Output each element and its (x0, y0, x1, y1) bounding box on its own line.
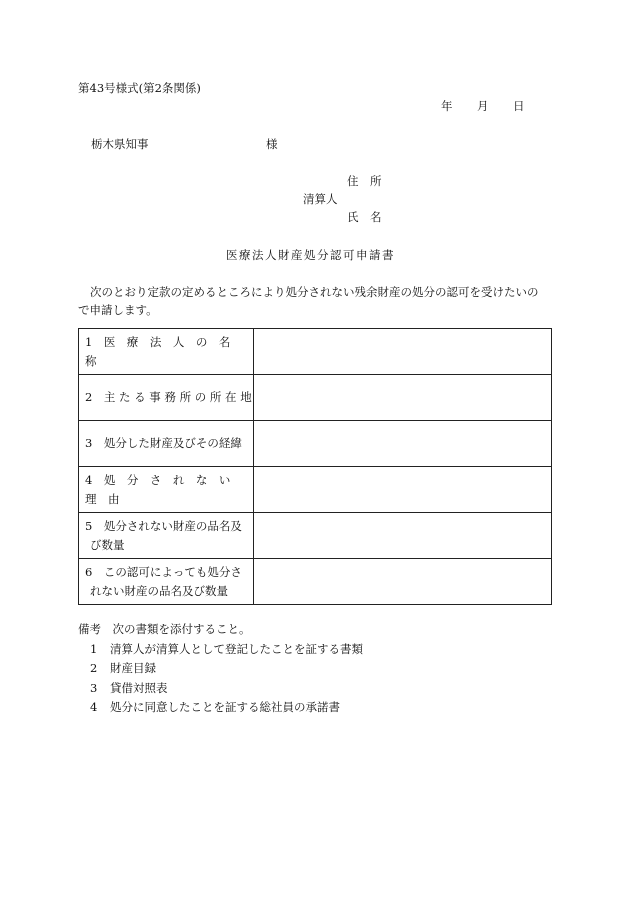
table-row (79, 467, 552, 513)
list-item-text: 処分に同意したことを証する総社員の承諾書 (110, 700, 340, 714)
row-value-field[interactable] (254, 513, 552, 559)
row-label-line1: 5 処分されない財産の品名及 (85, 519, 242, 534)
row-label (79, 421, 254, 467)
list-item (78, 698, 363, 718)
date-year-label: 年 (441, 99, 453, 113)
table-row (79, 329, 552, 375)
row-label-line1: 4 処 分 さ れ な い 理 由 (85, 473, 242, 506)
table-row (79, 421, 552, 467)
list-item-text: 貸借対照表 (110, 680, 168, 695)
row-label (79, 513, 254, 559)
row-label (79, 559, 254, 605)
row-label-line1: 2 主 た る 事 務 所 の 所 在 地 (85, 390, 252, 405)
list-item-number: 1 (90, 641, 98, 656)
list-item (78, 659, 363, 679)
name-label: 氏 名 (347, 210, 382, 224)
addressee-honorific: 様 (266, 137, 278, 151)
row-value-field[interactable] (254, 375, 552, 421)
addressee-name: 栃木県知事 (91, 137, 149, 151)
row-value-field[interactable] (254, 421, 552, 467)
body-text-line1: 次のとおり定款の定めるところにより処分されない残余財産の処分の認可を受けたいの (90, 285, 539, 299)
row-label (79, 467, 254, 513)
form-number: 第43号様式(第2条関係) (78, 81, 201, 95)
document-title: 医療法人財産処分認可申請書 (226, 248, 395, 262)
table-row (79, 375, 552, 421)
row-label-line2: れない財産の品名及び数量 (90, 583, 228, 598)
remarks-section (78, 620, 363, 718)
table-row (79, 513, 552, 559)
row-label (79, 329, 254, 375)
list-item-number: 4 (90, 700, 98, 714)
row-label-line1: 1 医 療 法 人 の 名 称 (85, 335, 242, 368)
list-item-number: 3 (90, 680, 98, 695)
row-label-line1: 6 この認可によっても処分さ (85, 565, 242, 580)
list-item-text: 清算人が清算人として登記したことを証する書類 (110, 641, 363, 656)
address-label: 住 所 (347, 174, 382, 188)
date-month-label: 月 (477, 99, 489, 113)
row-label-line2: び数量 (90, 537, 125, 552)
list-item-text: 財産目録 (110, 661, 156, 675)
application-table (78, 328, 552, 605)
table-row (79, 559, 552, 605)
row-value-field[interactable] (254, 329, 552, 375)
row-label-line1: 3 処分した財産及びその経緯 (85, 436, 242, 451)
row-value-field[interactable] (254, 467, 552, 513)
remarks-heading: 備考 次の書類を添付すること。 (78, 622, 251, 636)
date-day-label: 日 (513, 99, 525, 113)
applicant-role: 清算人 (303, 192, 338, 206)
list-item (78, 640, 363, 660)
body-text-line2: で申請します。 (78, 303, 158, 317)
list-item-number: 2 (90, 661, 98, 675)
list-item (78, 679, 363, 699)
row-value-field[interactable] (254, 559, 552, 605)
row-label (79, 375, 254, 421)
